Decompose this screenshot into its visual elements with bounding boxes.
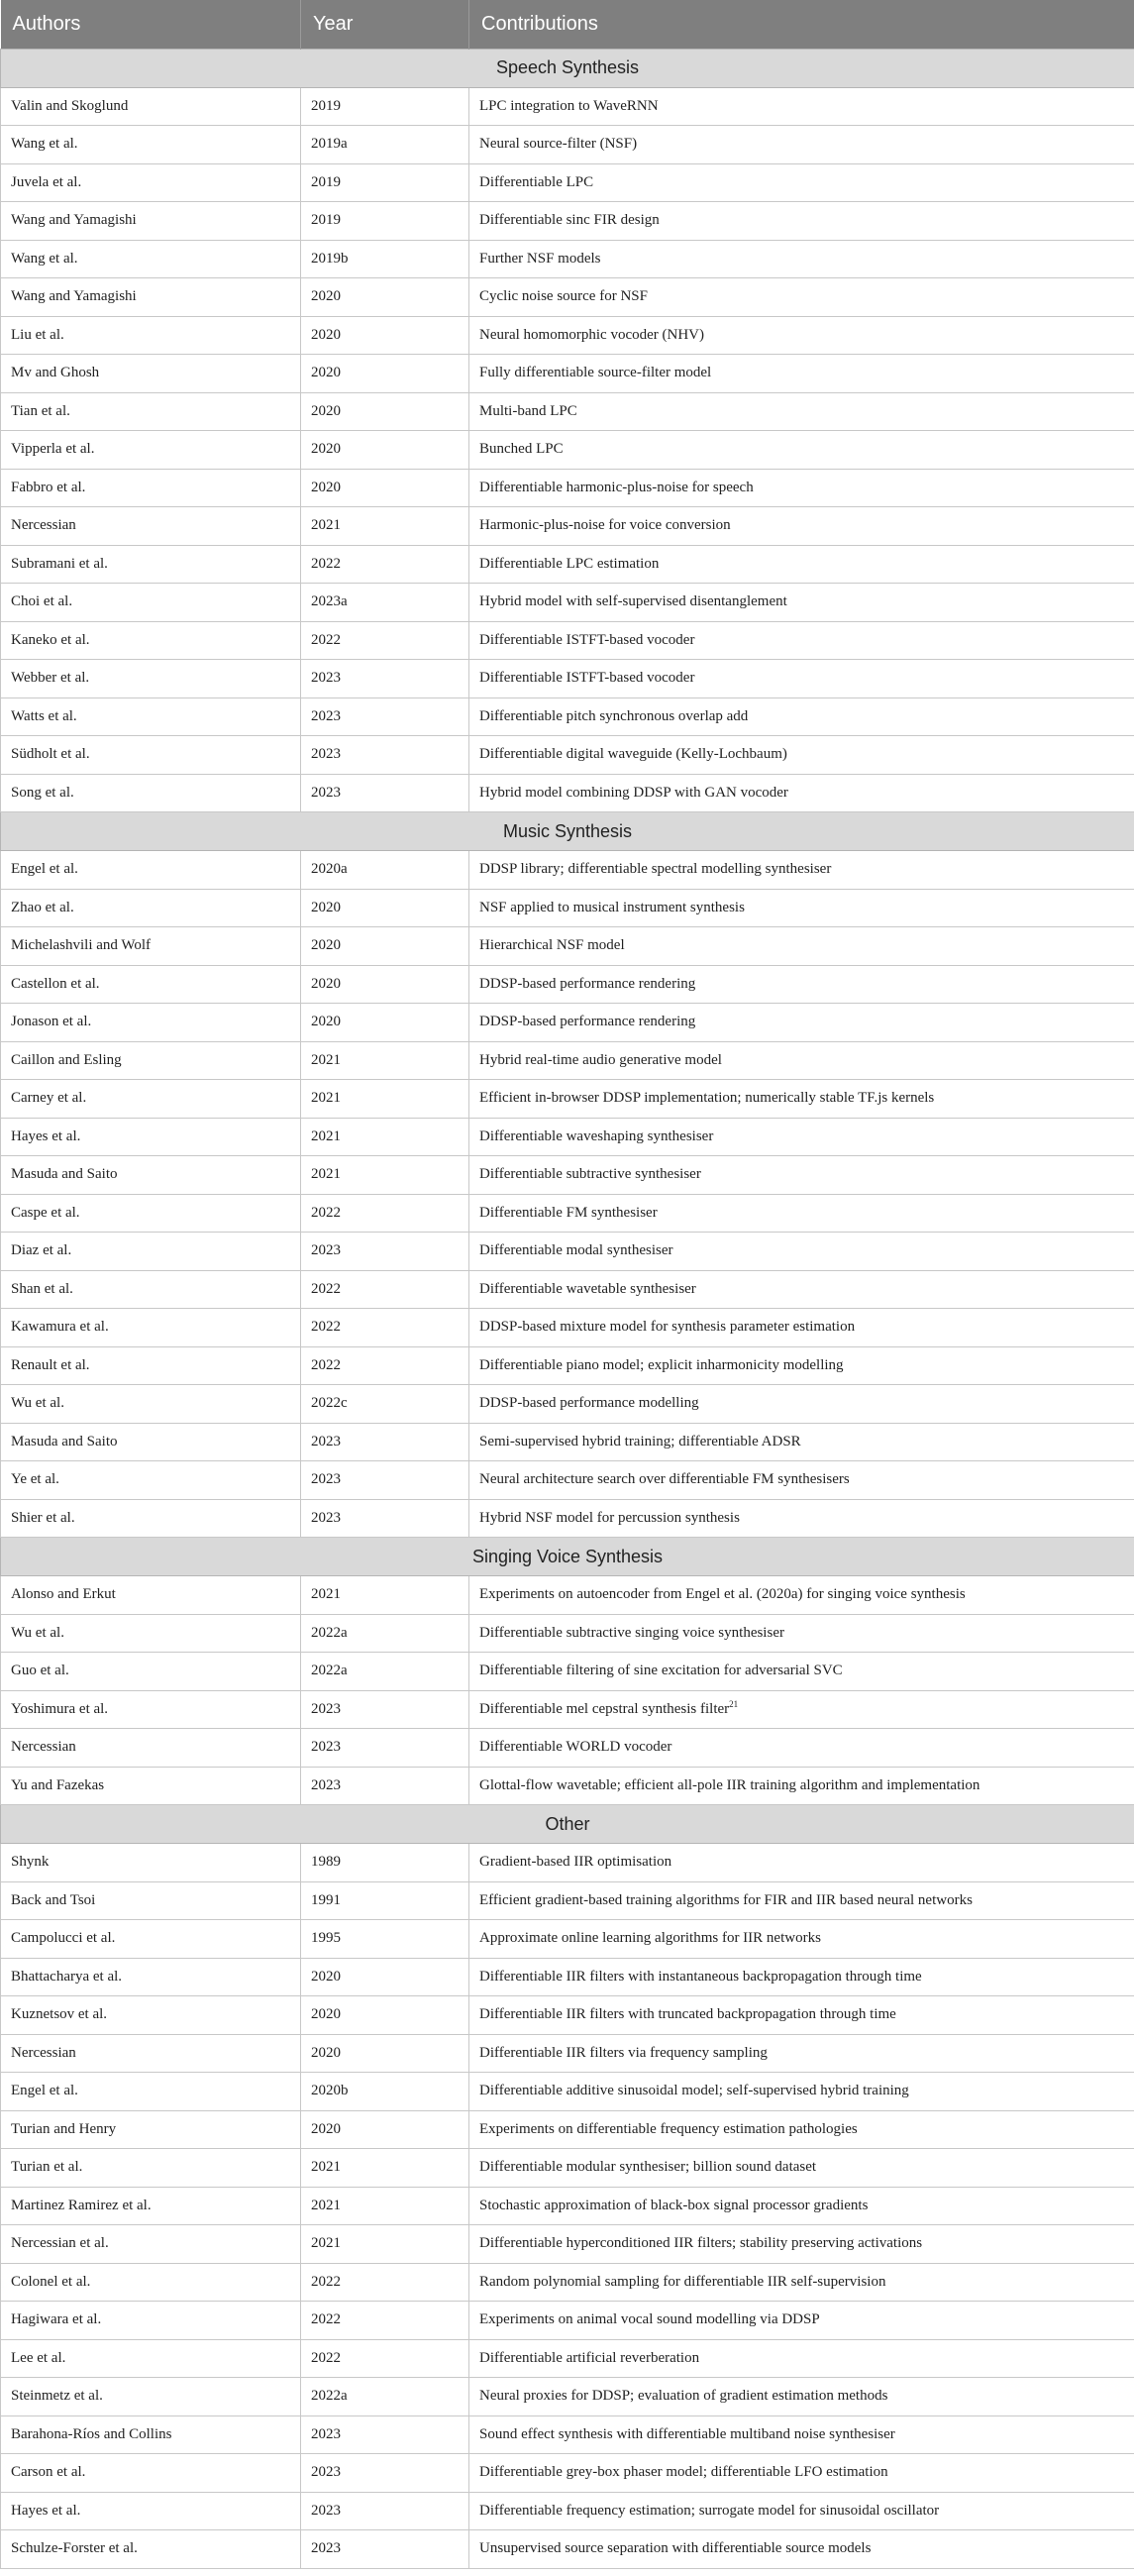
cell-contribution: Differentiable waveshaping synthesiser — [469, 1118, 1134, 1156]
cell-contribution: Differentiable artificial reverberation — [469, 2339, 1134, 2378]
cell-authors: Hagiwara et al. — [1, 2302, 301, 2340]
cell-contribution: Experiments on autoencoder from Engel et al. (2020a) for singing voice synthesis — [469, 1576, 1134, 1615]
cell-year: 2021 — [301, 1156, 469, 1195]
cell-authors: Fabbro et al. — [1, 469, 301, 507]
table-row — [1, 2263, 1134, 2302]
cell-year: 2021 — [301, 2187, 469, 2225]
table-row — [1, 1767, 1134, 1805]
table-row — [1, 736, 1134, 775]
cell-year: 2020 — [301, 2110, 469, 2149]
cell-contribution: Differentiable wavetable synthesiser — [469, 1270, 1134, 1309]
cell-year: 2023 — [301, 698, 469, 736]
section-title: Music Synthesis — [1, 812, 1134, 851]
cell-contribution: NSF applied to musical instrument synthesis — [469, 889, 1134, 927]
cell-contribution: Glottal-flow wavetable; efficient all-pole IIR training algorithm and implementation — [469, 1767, 1134, 1805]
cell-year: 2020 — [301, 469, 469, 507]
table-row — [1, 1346, 1134, 1385]
table-row — [1, 1653, 1134, 1691]
cell-contribution: Multi-band LPC — [469, 392, 1134, 431]
cell-authors: Song et al. — [1, 774, 301, 812]
cell-contribution: Differentiable pitch synchronous overlap add — [469, 698, 1134, 736]
cell-contribution: Semi-supervised hybrid training; differentiable ADSR — [469, 1423, 1134, 1461]
cell-year: 2022 — [301, 1270, 469, 1309]
cell-contribution: Efficient in-browser DDSP implementation; numerically stable TF.js kernels — [469, 1080, 1134, 1119]
table-row — [1, 2034, 1134, 2073]
cell-year: 2023 — [301, 2530, 469, 2569]
cell-contribution: Differentiable LPC estimation — [469, 545, 1134, 584]
cell-authors: Watts et al. — [1, 698, 301, 736]
table-row — [1, 2339, 1134, 2378]
cell-year: 2022 — [301, 621, 469, 660]
cell-year: 1989 — [301, 1844, 469, 1882]
section-title: Singing Voice Synthesis — [1, 1538, 1134, 1576]
cell-authors: Kawamura et al. — [1, 1309, 301, 1347]
table-row — [1, 2415, 1134, 2454]
cell-authors: Shynk — [1, 1844, 301, 1882]
cell-authors: Nercessian — [1, 2034, 301, 2073]
cell-contribution — [469, 1690, 1134, 1729]
cell-year: 2021 — [301, 2149, 469, 2188]
cell-contribution: Efficient gradient-based training algorithms for FIR and IIR based neural networks — [469, 1881, 1134, 1920]
table-row — [1, 1233, 1134, 1271]
cell-year: 2022 — [301, 2302, 469, 2340]
cell-year: 2020 — [301, 355, 469, 393]
cell-authors: Barahona-Ríos and Collins — [1, 2415, 301, 2454]
cell-year: 2023 — [301, 2454, 469, 2493]
cell-year: 2020b — [301, 2073, 469, 2111]
cell-authors: Michelashvili and Wolf — [1, 927, 301, 966]
cell-authors: Südholt et al. — [1, 736, 301, 775]
cell-year: 2022 — [301, 1346, 469, 1385]
cell-contribution: Differentiable IIR filters via frequency sampling — [469, 2034, 1134, 2073]
cell-contribution: Hybrid NSF model for percussion synthesis — [469, 1499, 1134, 1538]
cell-year: 2023 — [301, 2415, 469, 2454]
cell-year: 2023 — [301, 1233, 469, 1271]
table-row — [1, 1423, 1134, 1461]
cell-authors: Shan et al. — [1, 1270, 301, 1309]
cell-year: 2020 — [301, 2034, 469, 2073]
section-header-row — [1, 49, 1134, 87]
table-row — [1, 2454, 1134, 2493]
cell-contribution: Differentiable ISTFT-based vocoder — [469, 660, 1134, 698]
cell-year: 2023 — [301, 1461, 469, 1500]
cell-year: 2020 — [301, 316, 469, 355]
cell-authors: Alonso and Erkut — [1, 1576, 301, 1615]
cell-authors: Liu et al. — [1, 316, 301, 355]
cell-year: 1995 — [301, 1920, 469, 1959]
table-row — [1, 621, 1134, 660]
table-row — [1, 1499, 1134, 1538]
cell-year: 2023 — [301, 660, 469, 698]
cell-year: 1991 — [301, 1881, 469, 1920]
cell-contribution: Cyclic noise source for NSF — [469, 278, 1134, 317]
table-row — [1, 2530, 1134, 2569]
cell-year: 2023a — [301, 584, 469, 622]
table-row — [1, 1385, 1134, 1424]
cell-contribution: DDSP-based mixture model for synthesis parameter estimation — [469, 1309, 1134, 1347]
section-title: Other — [1, 1805, 1134, 1844]
table-row — [1, 1270, 1134, 1309]
cell-authors: Turian and Henry — [1, 2110, 301, 2149]
cell-contribution: Random polynomial sampling for differentiable IIR self-supervision — [469, 2263, 1134, 2302]
table-row — [1, 774, 1134, 812]
cell-year: 2019 — [301, 87, 469, 126]
cell-year: 2022 — [301, 2263, 469, 2302]
cell-contribution: Unsupervised source separation with differentiable source models — [469, 2530, 1134, 2569]
cell-year: 2022 — [301, 545, 469, 584]
table-row — [1, 1194, 1134, 1233]
cell-authors: Yu and Fazekas — [1, 1767, 301, 1805]
table-row — [1, 698, 1134, 736]
cell-year: 2022a — [301, 2378, 469, 2416]
table-row — [1, 584, 1134, 622]
cell-authors: Engel et al. — [1, 2073, 301, 2111]
cell-year: 2019 — [301, 202, 469, 241]
cell-authors: Engel et al. — [1, 851, 301, 890]
cell-contribution: Differentiable harmonic-plus-noise for speech — [469, 469, 1134, 507]
cell-contribution: Neural proxies for DDSP; evaluation of gradient estimation methods — [469, 2378, 1134, 2416]
cell-authors: Caillon and Esling — [1, 1041, 301, 1080]
cell-authors: Wu et al. — [1, 1614, 301, 1653]
cell-contribution: Neural homomorphic vocoder (NHV) — [469, 316, 1134, 355]
table-row — [1, 1881, 1134, 1920]
cell-year: 2023 — [301, 1690, 469, 1729]
cell-year: 2020 — [301, 1996, 469, 2035]
table-row — [1, 87, 1134, 126]
table-header — [1, 0, 1134, 49]
table-row — [1, 1844, 1134, 1882]
cell-contribution: Differentiable filtering of sine excitation for adversarial SVC — [469, 1653, 1134, 1691]
cell-contribution: Differentiable sinc FIR design — [469, 202, 1134, 241]
cell-authors: Jonason et al. — [1, 1004, 301, 1042]
cell-authors: Masuda and Saito — [1, 1156, 301, 1195]
cell-authors: Martinez Ramirez et al. — [1, 2187, 301, 2225]
table-row — [1, 431, 1134, 470]
cell-contribution: Neural source-filter (NSF) — [469, 126, 1134, 164]
cell-authors: Ye et al. — [1, 1461, 301, 1500]
cell-authors: Kaneko et al. — [1, 621, 301, 660]
cell-contribution: Fully differentiable source-filter model — [469, 355, 1134, 393]
cell-year: 2020 — [301, 1004, 469, 1042]
cell-contribution: Differentiable IIR filters with truncated backpropagation through time — [469, 1996, 1134, 2035]
cell-contribution: Differentiable modal synthesiser — [469, 1233, 1134, 1271]
cell-contribution: Sound effect synthesis with differentiable multiband noise synthesiser — [469, 2415, 1134, 2454]
cell-authors: Choi et al. — [1, 584, 301, 622]
table-row — [1, 660, 1134, 698]
cell-year: 2022a — [301, 1614, 469, 1653]
table-row — [1, 126, 1134, 164]
cell-contribution: DDSP-based performance modelling — [469, 1385, 1134, 1424]
cell-year: 2020 — [301, 965, 469, 1004]
cell-contribution: Approximate online learning algorithms for IIR networks — [469, 1920, 1134, 1959]
table-row — [1, 278, 1134, 317]
cell-year: 2021 — [301, 507, 469, 546]
cell-contribution: Gradient-based IIR optimisation — [469, 1844, 1134, 1882]
table-row — [1, 355, 1134, 393]
table-row — [1, 2378, 1134, 2416]
cell-authors: Wu et al. — [1, 1385, 301, 1424]
table-row — [1, 2149, 1134, 2188]
cell-authors: Wang et al. — [1, 240, 301, 278]
cell-contribution: DDSP-based performance rendering — [469, 1004, 1134, 1042]
cell-authors: Webber et al. — [1, 660, 301, 698]
header-year: Year — [301, 0, 469, 49]
cell-authors: Wang and Yamagishi — [1, 202, 301, 241]
header-authors: Authors — [1, 0, 301, 49]
table-row — [1, 2225, 1134, 2264]
cell-contribution: Differentiable frequency estimation; surrogate model for sinusoidal oscillator — [469, 2492, 1134, 2530]
cell-authors: Renault et al. — [1, 1346, 301, 1385]
table-row — [1, 392, 1134, 431]
table-row — [1, 2492, 1134, 2530]
cell-authors: Masuda and Saito — [1, 1423, 301, 1461]
table-row — [1, 2110, 1134, 2149]
cell-contribution: Hierarchical NSF model — [469, 927, 1134, 966]
cell-authors: Castellon et al. — [1, 965, 301, 1004]
cell-year: 2023 — [301, 2492, 469, 2530]
cell-year: 2020 — [301, 927, 469, 966]
cell-contribution: Differentiable hyperconditioned IIR filters; stability preserving activations — [469, 2225, 1134, 2264]
table-row — [1, 1729, 1134, 1768]
cell-year: 2020 — [301, 278, 469, 317]
cell-year: 2023 — [301, 774, 469, 812]
cell-contribution: Experiments on differentiable frequency estimation pathologies — [469, 2110, 1134, 2149]
cell-contribution: Differentiable modular synthesiser; billion sound dataset — [469, 2149, 1134, 2188]
cell-year: 2023 — [301, 736, 469, 775]
table-row — [1, 1156, 1134, 1195]
cell-year: 2021 — [301, 1576, 469, 1615]
table-row — [1, 545, 1134, 584]
cell-year: 2022a — [301, 1653, 469, 1691]
table-row — [1, 1461, 1134, 1500]
table-row — [1, 1920, 1134, 1959]
cell-year: 2021 — [301, 1118, 469, 1156]
cell-contribution: Differentiable IIR filters with instantaneous backpropagation through time — [469, 1958, 1134, 1996]
cell-contribution: Differentiable FM synthesiser — [469, 1194, 1134, 1233]
cell-year: 2020 — [301, 392, 469, 431]
cell-year: 2019b — [301, 240, 469, 278]
table-row — [1, 889, 1134, 927]
header-row — [1, 0, 1134, 49]
cell-year: 2020a — [301, 851, 469, 890]
table-body — [1, 49, 1134, 2568]
cell-contribution: Stochastic approximation of black-box signal processor gradients — [469, 2187, 1134, 2225]
cell-authors: Subramani et al. — [1, 545, 301, 584]
cell-contribution: Differentiable LPC — [469, 163, 1134, 202]
cell-year: 2022 — [301, 1309, 469, 1347]
cell-contribution: Differentiable subtractive singing voice synthesiser — [469, 1614, 1134, 1653]
cell-authors: Shier et al. — [1, 1499, 301, 1538]
header-contributions: Contributions — [469, 0, 1134, 49]
cell-contribution: Differentiable additive sinusoidal model; self-supervised hybrid training — [469, 2073, 1134, 2111]
cell-year: 2021 — [301, 1080, 469, 1119]
cell-contribution: Harmonic-plus-noise for voice conversion — [469, 507, 1134, 546]
cell-contribution: Differentiable digital waveguide (Kelly-Lochbaum) — [469, 736, 1134, 775]
cell-authors: Steinmetz et al. — [1, 2378, 301, 2416]
cell-authors: Colonel et al. — [1, 2263, 301, 2302]
cell-year: 2020 — [301, 889, 469, 927]
table-row — [1, 1576, 1134, 1615]
cell-contribution: DDSP-based performance rendering — [469, 965, 1134, 1004]
table-row — [1, 1309, 1134, 1347]
cell-year: 2019a — [301, 126, 469, 164]
cell-authors: Schulze-Forster et al. — [1, 2530, 301, 2569]
cell-authors: Bhattacharya et al. — [1, 1958, 301, 1996]
table-row — [1, 927, 1134, 966]
cell-year: 2023 — [301, 1767, 469, 1805]
cell-contribution: Experiments on animal vocal sound modelling via DDSP — [469, 2302, 1134, 2340]
cell-authors: Guo et al. — [1, 1653, 301, 1691]
cell-authors: Zhao et al. — [1, 889, 301, 927]
cell-year: 2022 — [301, 1194, 469, 1233]
cell-authors: Mv and Ghosh — [1, 355, 301, 393]
cell-year: 2021 — [301, 1041, 469, 1080]
cell-contribution: Hybrid model with self-supervised disentanglement — [469, 584, 1134, 622]
table-row — [1, 2187, 1134, 2225]
cell-authors: Tian et al. — [1, 392, 301, 431]
cell-contribution: Differentiable piano model; explicit inharmonicity modelling — [469, 1346, 1134, 1385]
cell-contribution: Further NSF models — [469, 240, 1134, 278]
cell-contribution: Differentiable WORLD vocoder — [469, 1729, 1134, 1768]
cell-year: 2023 — [301, 1423, 469, 1461]
section-header-row — [1, 812, 1134, 851]
section-header-row — [1, 1538, 1134, 1576]
table-row — [1, 965, 1134, 1004]
table-row — [1, 1614, 1134, 1653]
cell-authors: Hayes et al. — [1, 1118, 301, 1156]
cell-contribution: Hybrid real-time audio generative model — [469, 1041, 1134, 1080]
cell-authors: Wang and Yamagishi — [1, 278, 301, 317]
section-title: Speech Synthesis — [1, 49, 1134, 87]
cell-contribution: Hybrid model combining DDSP with GAN vocoder — [469, 774, 1134, 812]
contribution-text: Differentiable mel cepstral synthesis filter — [479, 1700, 730, 1717]
cell-authors: Nercessian et al. — [1, 2225, 301, 2264]
cell-contribution: Differentiable grey-box phaser model; differentiable LFO estimation — [469, 2454, 1134, 2493]
table-row — [1, 1118, 1134, 1156]
table-row — [1, 1080, 1134, 1119]
cell-contribution: DDSP library; differentiable spectral modelling synthesiser — [469, 851, 1134, 890]
table-row — [1, 240, 1134, 278]
cell-contribution: LPC integration to WaveRNN — [469, 87, 1134, 126]
cell-authors: Carson et al. — [1, 2454, 301, 2493]
cell-year: 2019 — [301, 163, 469, 202]
cell-authors: Caspe et al. — [1, 1194, 301, 1233]
cell-authors: Hayes et al. — [1, 2492, 301, 2530]
table-row — [1, 163, 1134, 202]
cell-year: 2022c — [301, 1385, 469, 1424]
cell-authors: Nercessian — [1, 1729, 301, 1768]
table-row — [1, 2073, 1134, 2111]
table-row — [1, 507, 1134, 546]
cell-authors: Turian et al. — [1, 2149, 301, 2188]
table-row — [1, 1690, 1134, 1729]
table-row — [1, 202, 1134, 241]
cell-contribution: Differentiable ISTFT-based vocoder — [469, 621, 1134, 660]
cell-contribution: Bunched LPC — [469, 431, 1134, 470]
cell-authors: Juvela et al. — [1, 163, 301, 202]
cell-authors: Valin and Skoglund — [1, 87, 301, 126]
cell-authors: Diaz et al. — [1, 1233, 301, 1271]
cell-year: 2020 — [301, 431, 469, 470]
table-row — [1, 1041, 1134, 1080]
table-row — [1, 851, 1134, 890]
cell-year: 2023 — [301, 1499, 469, 1538]
cell-authors: Lee et al. — [1, 2339, 301, 2378]
cell-year: 2022 — [301, 2339, 469, 2378]
cell-authors: Vipperla et al. — [1, 431, 301, 470]
section-header-row — [1, 1805, 1134, 1844]
table-row — [1, 1958, 1134, 1996]
cell-authors: Carney et al. — [1, 1080, 301, 1119]
cell-authors: Wang et al. — [1, 126, 301, 164]
table-row — [1, 316, 1134, 355]
table-row — [1, 1996, 1134, 2035]
cell-authors: Kuznetsov et al. — [1, 1996, 301, 2035]
cell-authors: Nercessian — [1, 507, 301, 546]
cell-year: 2021 — [301, 2225, 469, 2264]
table-row — [1, 2302, 1134, 2340]
cell-authors: Yoshimura et al. — [1, 1690, 301, 1729]
table-row — [1, 469, 1134, 507]
cell-contribution: Neural architecture search over differentiable FM synthesisers — [469, 1461, 1134, 1500]
table-row — [1, 1004, 1134, 1042]
cell-authors: Back and Tsoi — [1, 1881, 301, 1920]
cell-contribution: Differentiable subtractive synthesiser — [469, 1156, 1134, 1195]
cell-authors: Campolucci et al. — [1, 1920, 301, 1959]
cell-year: 2023 — [301, 1729, 469, 1768]
footnote-marker: 21 — [729, 1698, 739, 1709]
cell-year: 2020 — [301, 1958, 469, 1996]
